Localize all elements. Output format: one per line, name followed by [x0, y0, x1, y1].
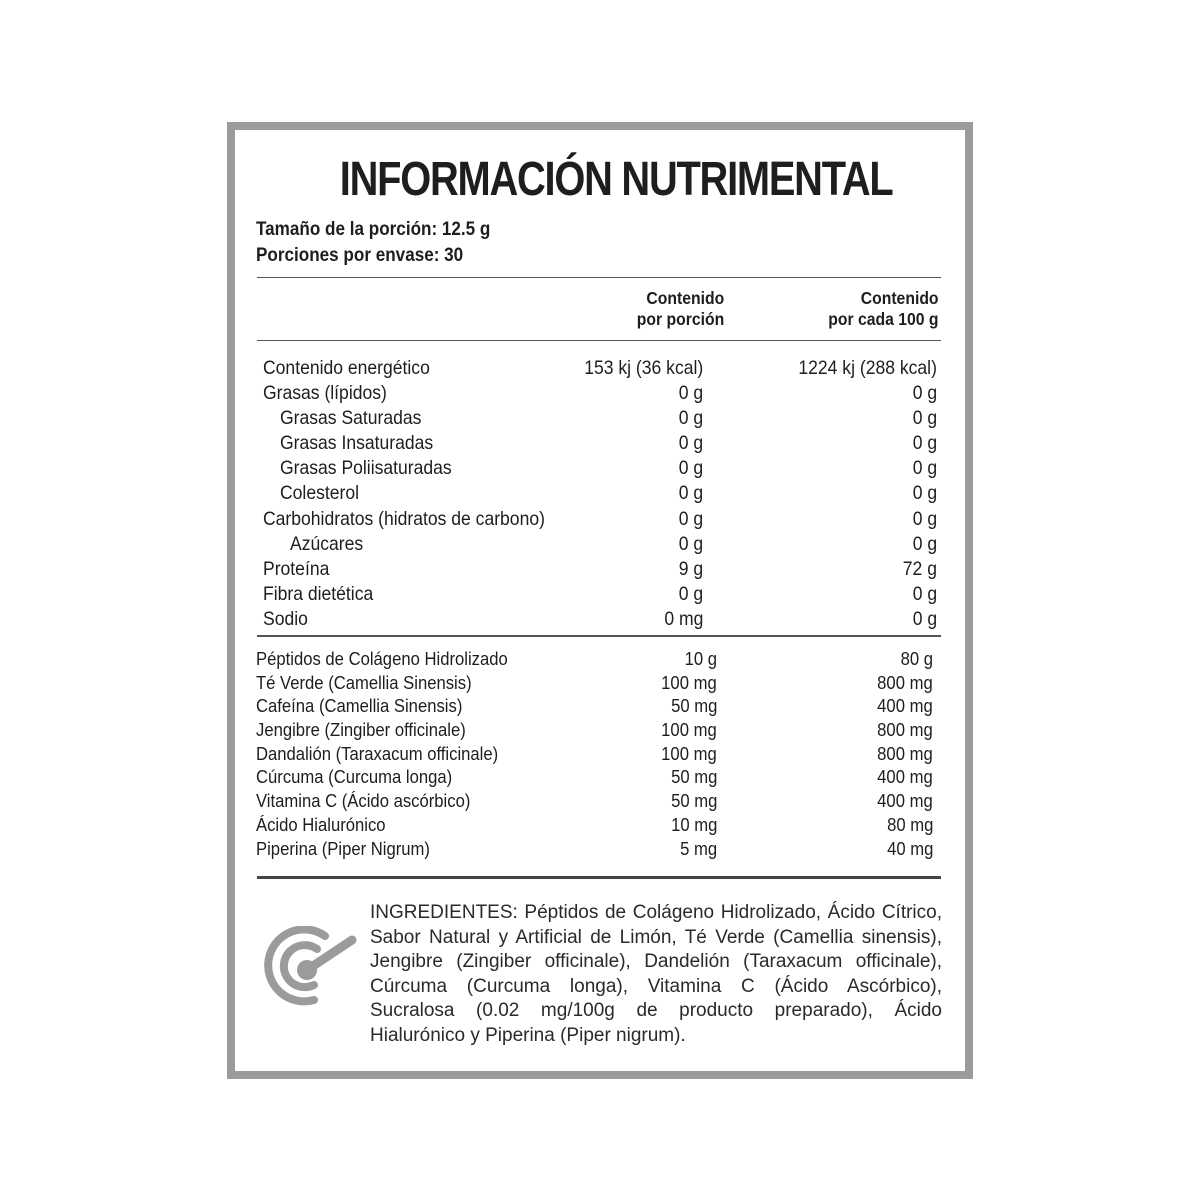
additional-row: [256, 647, 933, 671]
nutrient-name: Sodio: [263, 607, 308, 630]
label-title: INFORMACIÓN NUTRIMENTAL: [339, 153, 893, 206]
additional-row: [256, 718, 933, 742]
additional-name: Cafeína (Camellia Sinensis): [256, 695, 463, 717]
nutrient-name: Carbohidratos (hidratos de carbono): [263, 507, 545, 530]
additional-row: [256, 694, 933, 718]
additional-name: Jengibre (Zingiber officinale): [256, 719, 466, 741]
nutrient-row: [263, 607, 937, 632]
nutrient-per-serving: 0 g: [678, 382, 703, 405]
additional-per-serving: 100 mg: [661, 719, 717, 741]
additional-per-100g: 800 mg: [877, 671, 933, 693]
additional-name: Piperina (Piper Nigrum): [256, 837, 430, 859]
nutrient-per-100g: 1224 kj (288 kcal): [798, 357, 937, 379]
additional-row: [256, 789, 933, 813]
nutrient-name: Grasas Insaturadas: [280, 432, 434, 455]
nutrient-per-100g: 0 g: [912, 457, 937, 480]
divider: [257, 635, 941, 637]
nutrient-row: [263, 481, 937, 506]
nutrient-name: Grasas Saturadas: [280, 407, 422, 430]
additional-table: [256, 647, 933, 860]
nutrient-name: Grasas Poliisaturadas: [280, 457, 452, 480]
nutrient-per-100g: 0 g: [912, 432, 937, 455]
nutrient-row: [263, 431, 937, 456]
nutrient-name: Contenido energético: [263, 357, 430, 379]
ingredients-text: INGREDIENTES: Péptidos de Colágeno Hidrolizado, Ácido Cítrico, Sabor Natural y Artificial de Limón, Té Verde (Camellia sinensis), Jengibre (Zingiber officinale), Dandelión (Taraxacum officinale), Cúrcuma (Curcuma longa), Vitamina C (Ácido Ascórbico), Sucralosa (0.02 mg/100g de producto preparado), Ácido Hialurónico y Piperina (Piper nigrum).: [370, 902, 942, 1046]
nutrient-row: [263, 406, 937, 431]
nutrient-per-serving: 0 g: [678, 432, 703, 455]
additional-row: [256, 837, 933, 861]
additional-per-100g: 400 mg: [877, 790, 933, 812]
additional-per-serving: 100 mg: [661, 671, 717, 693]
additional-name: Vitamina C (Ácido ascórbico): [256, 790, 471, 812]
divider: [257, 277, 941, 278]
nutrient-per-serving: 0 mg: [663, 607, 703, 630]
nutrient-per-100g: 0 g: [912, 382, 937, 405]
nutrient-per-100g: 0 g: [912, 532, 937, 555]
nutrient-per-100g: 0 g: [912, 582, 937, 605]
nutrient-table: [263, 356, 937, 632]
additional-per-serving: 10 mg: [670, 813, 717, 835]
nutrient-per-serving: 0 g: [678, 407, 703, 430]
additional-per-100g: 80 g: [900, 648, 933, 669]
nutrient-row: [263, 456, 937, 481]
nutrient-per-100g: 0 g: [912, 482, 937, 505]
nutrient-row: [263, 381, 937, 406]
nutrient-per-serving: 0 g: [678, 532, 703, 555]
additional-per-serving: 5 mg: [679, 837, 717, 859]
additional-per-100g: 800 mg: [877, 742, 933, 764]
additional-row: [256, 671, 933, 695]
nutrient-row: [263, 582, 937, 607]
additional-per-serving: 50 mg: [670, 695, 717, 717]
additional-per-serving: 100 mg: [661, 742, 717, 764]
nutrient-per-100g: 0 g: [912, 607, 937, 630]
nutrient-per-100g: 0 g: [912, 407, 937, 430]
additional-per-serving: 10 g: [684, 648, 717, 669]
additional-per-serving: 50 mg: [670, 766, 717, 788]
additional-name: Ácido Hialurónico: [256, 813, 386, 835]
serving-size: Tamaño de la porción: 12.5 g: [256, 219, 491, 240]
mixing-bowl-spoon-icon: [257, 926, 367, 1006]
additional-row: [256, 813, 933, 837]
additional-name: Péptidos de Colágeno Hidrolizado: [256, 648, 508, 669]
divider: [257, 340, 941, 341]
column-header-per-100g: Contenido por cada 100 g: [828, 288, 939, 329]
nutrient-row: [263, 557, 937, 582]
nutrition-label: [227, 122, 973, 1079]
nutrient-name: Fibra dietética: [263, 582, 374, 605]
nutrient-per-serving: 0 g: [678, 507, 703, 530]
additional-per-serving: 50 mg: [670, 790, 717, 812]
additional-name: Cúrcuma (Curcuma longa): [256, 766, 453, 788]
additional-per-100g: 800 mg: [877, 719, 933, 741]
nutrient-row: [263, 356, 937, 381]
additional-row: [256, 765, 933, 789]
nutrient-name: Proteína: [263, 557, 330, 580]
nutrient-per-serving: 9 g: [678, 557, 703, 580]
nutrient-per-serving: 0 g: [678, 582, 703, 605]
additional-row: [256, 742, 933, 766]
additional-per-100g: 80 mg: [886, 813, 933, 835]
nutrient-row: [263, 507, 937, 532]
nutrient-per-serving: 153 kj (36 kcal): [583, 357, 703, 379]
nutrient-row: [263, 532, 937, 557]
additional-name: Té Verde (Camellia Sinensis): [256, 671, 472, 693]
column-header-per-serving: Contenido por porción: [636, 288, 724, 329]
additional-per-100g: 40 mg: [886, 837, 933, 859]
additional-name: Dandalión (Taraxacum officinale): [256, 742, 499, 764]
nutrient-name: Grasas (lípidos): [263, 382, 387, 405]
divider: [257, 876, 941, 879]
nutrient-per-100g: 0 g: [912, 507, 937, 530]
nutrient-name: Azúcares: [290, 532, 364, 555]
additional-per-100g: 400 mg: [877, 695, 933, 717]
serving-info: [256, 217, 490, 269]
servings-per-container: Porciones por envase: 30: [256, 245, 464, 266]
nutrient-per-100g: 72 g: [902, 557, 937, 580]
nutrient-name: Colesterol: [280, 482, 360, 505]
nutrient-per-serving: 0 g: [678, 482, 703, 505]
additional-per-100g: 400 mg: [877, 766, 933, 788]
nutrient-per-serving: 0 g: [678, 457, 703, 480]
